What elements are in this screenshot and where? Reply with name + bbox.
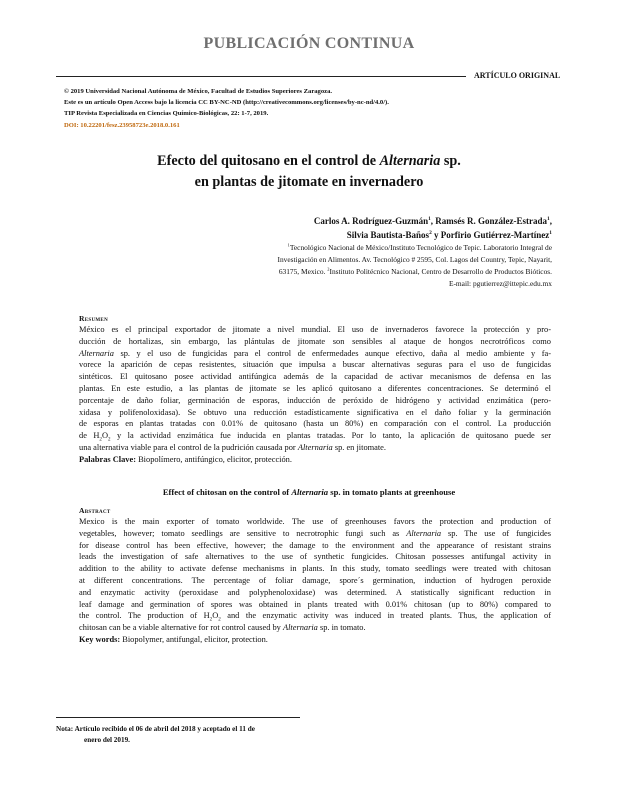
keywords-list: Biopolymer, antifungal, elicitor, protection. — [120, 634, 268, 644]
resumen-line: sintéticos. El quitosano posee actividad antifúngica además de la capacidad de activar mecanismos de defensa en las — [79, 372, 551, 382]
genus-name: Alternaria — [406, 528, 442, 538]
keywords-label: Palabras Clave: — [79, 454, 136, 464]
resumen-keywords — [79, 454, 551, 466]
english-title-genus: Alternaria — [291, 487, 329, 497]
abstract-line: at different concentrations. The percentage of foliar damage, spore´s germination, induction of hydrogen peroxide — [79, 575, 551, 585]
english-title-post: sp. in tomato plants at greenhouse — [328, 487, 456, 497]
genus-name: Alternaria — [282, 623, 318, 633]
publication-header: PUBLICACIÓN CONTINUA — [203, 35, 415, 52]
subscript: 2 — [209, 618, 213, 624]
affiliation-text: Instituto Politécnico Nacional, Centro de Desarrollo de Productos Bióticos. — [329, 267, 552, 276]
resumen-line: vorece la aparición de cepas resistentes, situación que impulsa a buscar alternativas seguras para el uso de fungicidas — [79, 360, 551, 370]
abstract-line-text: sp. The use of fungicides — [441, 528, 551, 538]
subscript: 2 — [108, 437, 111, 443]
contact-email[interactable]: E-mail: pgutierrez@ittepic.edu.mx — [448, 279, 552, 288]
subscript: 2 — [99, 437, 102, 443]
title-genus: Alternaria — [379, 153, 441, 169]
abstract-line: Mexico is the main exporter of tomato worldwide. The use of greenhouses favors the protection and production of — [79, 517, 551, 526]
abstract-line-text: O — [212, 611, 219, 621]
author-affiliation-mark: 2 — [429, 230, 432, 236]
resumen-line-text: una alternativa viable para el control de la pudrición causada por — [79, 442, 298, 452]
abstract-heading: Abstract — [79, 506, 111, 515]
author-affiliation-mark: 1 — [547, 216, 550, 222]
article-type-label: ARTÍCULO ORIGINAL — [474, 71, 561, 80]
journal-line: TIP Revista Especializada en Ciencias Químico-Biológicas, 22: 1-7, 2019. — [64, 110, 269, 118]
title-line1-pre: Efecto del quitosano en el control de — [157, 153, 380, 169]
author-name: , Ramsés R. González-Estrada — [430, 216, 548, 226]
abstract-line: for disease control has been effective, however; the damage to the environment and the appearance of resistant strains — [79, 540, 551, 550]
resumen-body — [79, 324, 551, 466]
resumen-heading: Resumen — [79, 314, 108, 323]
resumen-line-text: O — [101, 431, 108, 441]
resumen-line-text: y la actividad enzimática fue inducida en plantas tratadas. Por lo tanto, la aplicación de quitosano puede ser — [110, 431, 552, 441]
english-title — [0, 487, 618, 497]
resumen-line-text: de H — [79, 431, 100, 441]
abstract-body — [79, 516, 551, 646]
abstract-line — [79, 528, 551, 540]
resumen-line — [79, 442, 551, 454]
affiliation-mark: 2 — [327, 266, 330, 272]
genus-name: Alternaria — [79, 348, 114, 358]
author-name: Silvia Bautista-Baños — [346, 230, 430, 240]
title-line1-post: sp. — [440, 153, 461, 169]
publication-metadata — [64, 86, 389, 131]
title-line2: en plantas de jitomate en invernadero — [194, 174, 424, 190]
affiliation-text: Investigación en Alimentos. Av. Tecnológico # 2595, Col. Lagos del Country, Tepic, Nayarit, — [277, 255, 552, 264]
keywords-label: Key words: — [79, 634, 121, 644]
footnote-line: Nota: Artículo recibido el 06 de abril del 2018 y aceptado el 11 de — [56, 725, 255, 733]
affiliation-mark: 1 — [287, 242, 290, 248]
author-separator: , — [549, 216, 552, 226]
resumen-line: de esporas en plantas tratadas con 0.01% de quitosano (hasta un 80%) en comparación con el control. La producción — [79, 419, 551, 429]
resumen-line: porcentaje de daño foliar, germinación de esporas, inducción de peróxido de hidrógeno y actividad enzimática (pero- — [79, 395, 551, 405]
author-affiliation-mark: 1 — [428, 216, 431, 222]
abstract-line: addition to the ability to activate defense mechanisms in plants. In this study, tomato seedlings were treated with chitosan — [79, 564, 551, 574]
keywords-list: Biopolímero, antifúngico, elicitor, protección. — [136, 454, 292, 464]
abstract-line — [79, 622, 551, 634]
resumen-line: México es el principal exportador de jitomate a nivel mundial. El uso de invernaderos favorece la protección y pro- — [79, 325, 551, 334]
resumen-line — [79, 348, 551, 360]
affiliations — [278, 242, 553, 290]
abstract-line-text: and the enzymatic activity was induced in treated plants. Thus, the application of — [220, 611, 551, 621]
abstract-line: and enzymatic activity (peroxidase and polyphenoloxidase) was determined. A statistically significant reduction in — [79, 587, 551, 597]
author-affiliation-mark: 1 — [549, 230, 552, 236]
english-title-pre: Effect of chitosan on the control of — [162, 487, 292, 497]
abstract-line: leads the investigation of safe alternatives to the use of synthetic fungicides. Chitosan possesses antifungal activity in — [79, 552, 551, 562]
author-name: Carlos A. Rodríguez-Guzmán — [313, 216, 429, 226]
resumen-line: ducción de hortalizas, sin embargo, las plántulas de jitomate son sensibles al ataque de hongos necrotróficos como — [79, 336, 551, 346]
authors-line-2 — [347, 230, 552, 240]
resumen-line-text: sp. y el uso de fungicidas para el control de enfermedades aunque efectivo, daña al medio ambiente y fa- — [113, 348, 551, 358]
abstract-line-text: sp. in tomato. — [317, 623, 366, 633]
authors-line-1 — [314, 216, 552, 226]
abstract-line — [79, 610, 551, 622]
footnote-divider — [56, 717, 300, 718]
genus-name: Alternaria — [297, 442, 333, 452]
footnote-line: enero del 2019. — [84, 736, 130, 744]
author-name: y Porfirio Gutiérrez-Martínez — [431, 230, 550, 240]
doi-link[interactable]: DOI: 10.22201/fesz.23958723e.2018.0.161 — [64, 121, 180, 129]
resumen-line: xidasa y polifenoloxidasa). Se obtuvo una reducción estadísticamente significativa en el daño foliar y la germinación — [79, 407, 551, 417]
resumen-line-text: sp. en jitomate. — [332, 442, 386, 452]
subscript: 2 — [218, 618, 221, 624]
abstract-keywords — [79, 634, 551, 646]
copyright-line: © 2019 Universidad Nacional Autónoma de México, Facultad de Estudios Superiores Zaragoza. — [64, 88, 333, 95]
resumen-line: plantas. En este estudio, a las plantas de jitomate se les aplicó quitosano a diferentes concentraciones. Se determinó el — [79, 383, 551, 393]
article-title — [0, 151, 618, 193]
header-divider — [56, 76, 466, 77]
abstract-line: leaf damage and germination of spores was obtained in plants treated with 0.01% chitosan (up to 80%) compared to — [79, 599, 551, 609]
abstract-line-text: chitosan can be a viable alternative for rot control caused by — [79, 623, 283, 633]
affiliation-text: Tecnológico Nacional de México/Instituto Tecnológico de Tepic. Laboratorio Integral de — [289, 243, 552, 252]
footnote — [56, 724, 316, 746]
abstract-line-text: vegetables, however; tomato seedlings are sensitive to necrotrophic fungi such as — [79, 528, 407, 538]
affiliation-text: 63175, Mexico. — [278, 267, 328, 276]
resumen-line — [79, 430, 551, 442]
abstract-line-text: the control. The production of H — [79, 611, 210, 621]
license-line: Este es un artículo Open Access bajo la licencia CC BY-NC-ND (http://creativecommons.org/licenses/by-nc-nd/4.0/). — [64, 99, 389, 107]
